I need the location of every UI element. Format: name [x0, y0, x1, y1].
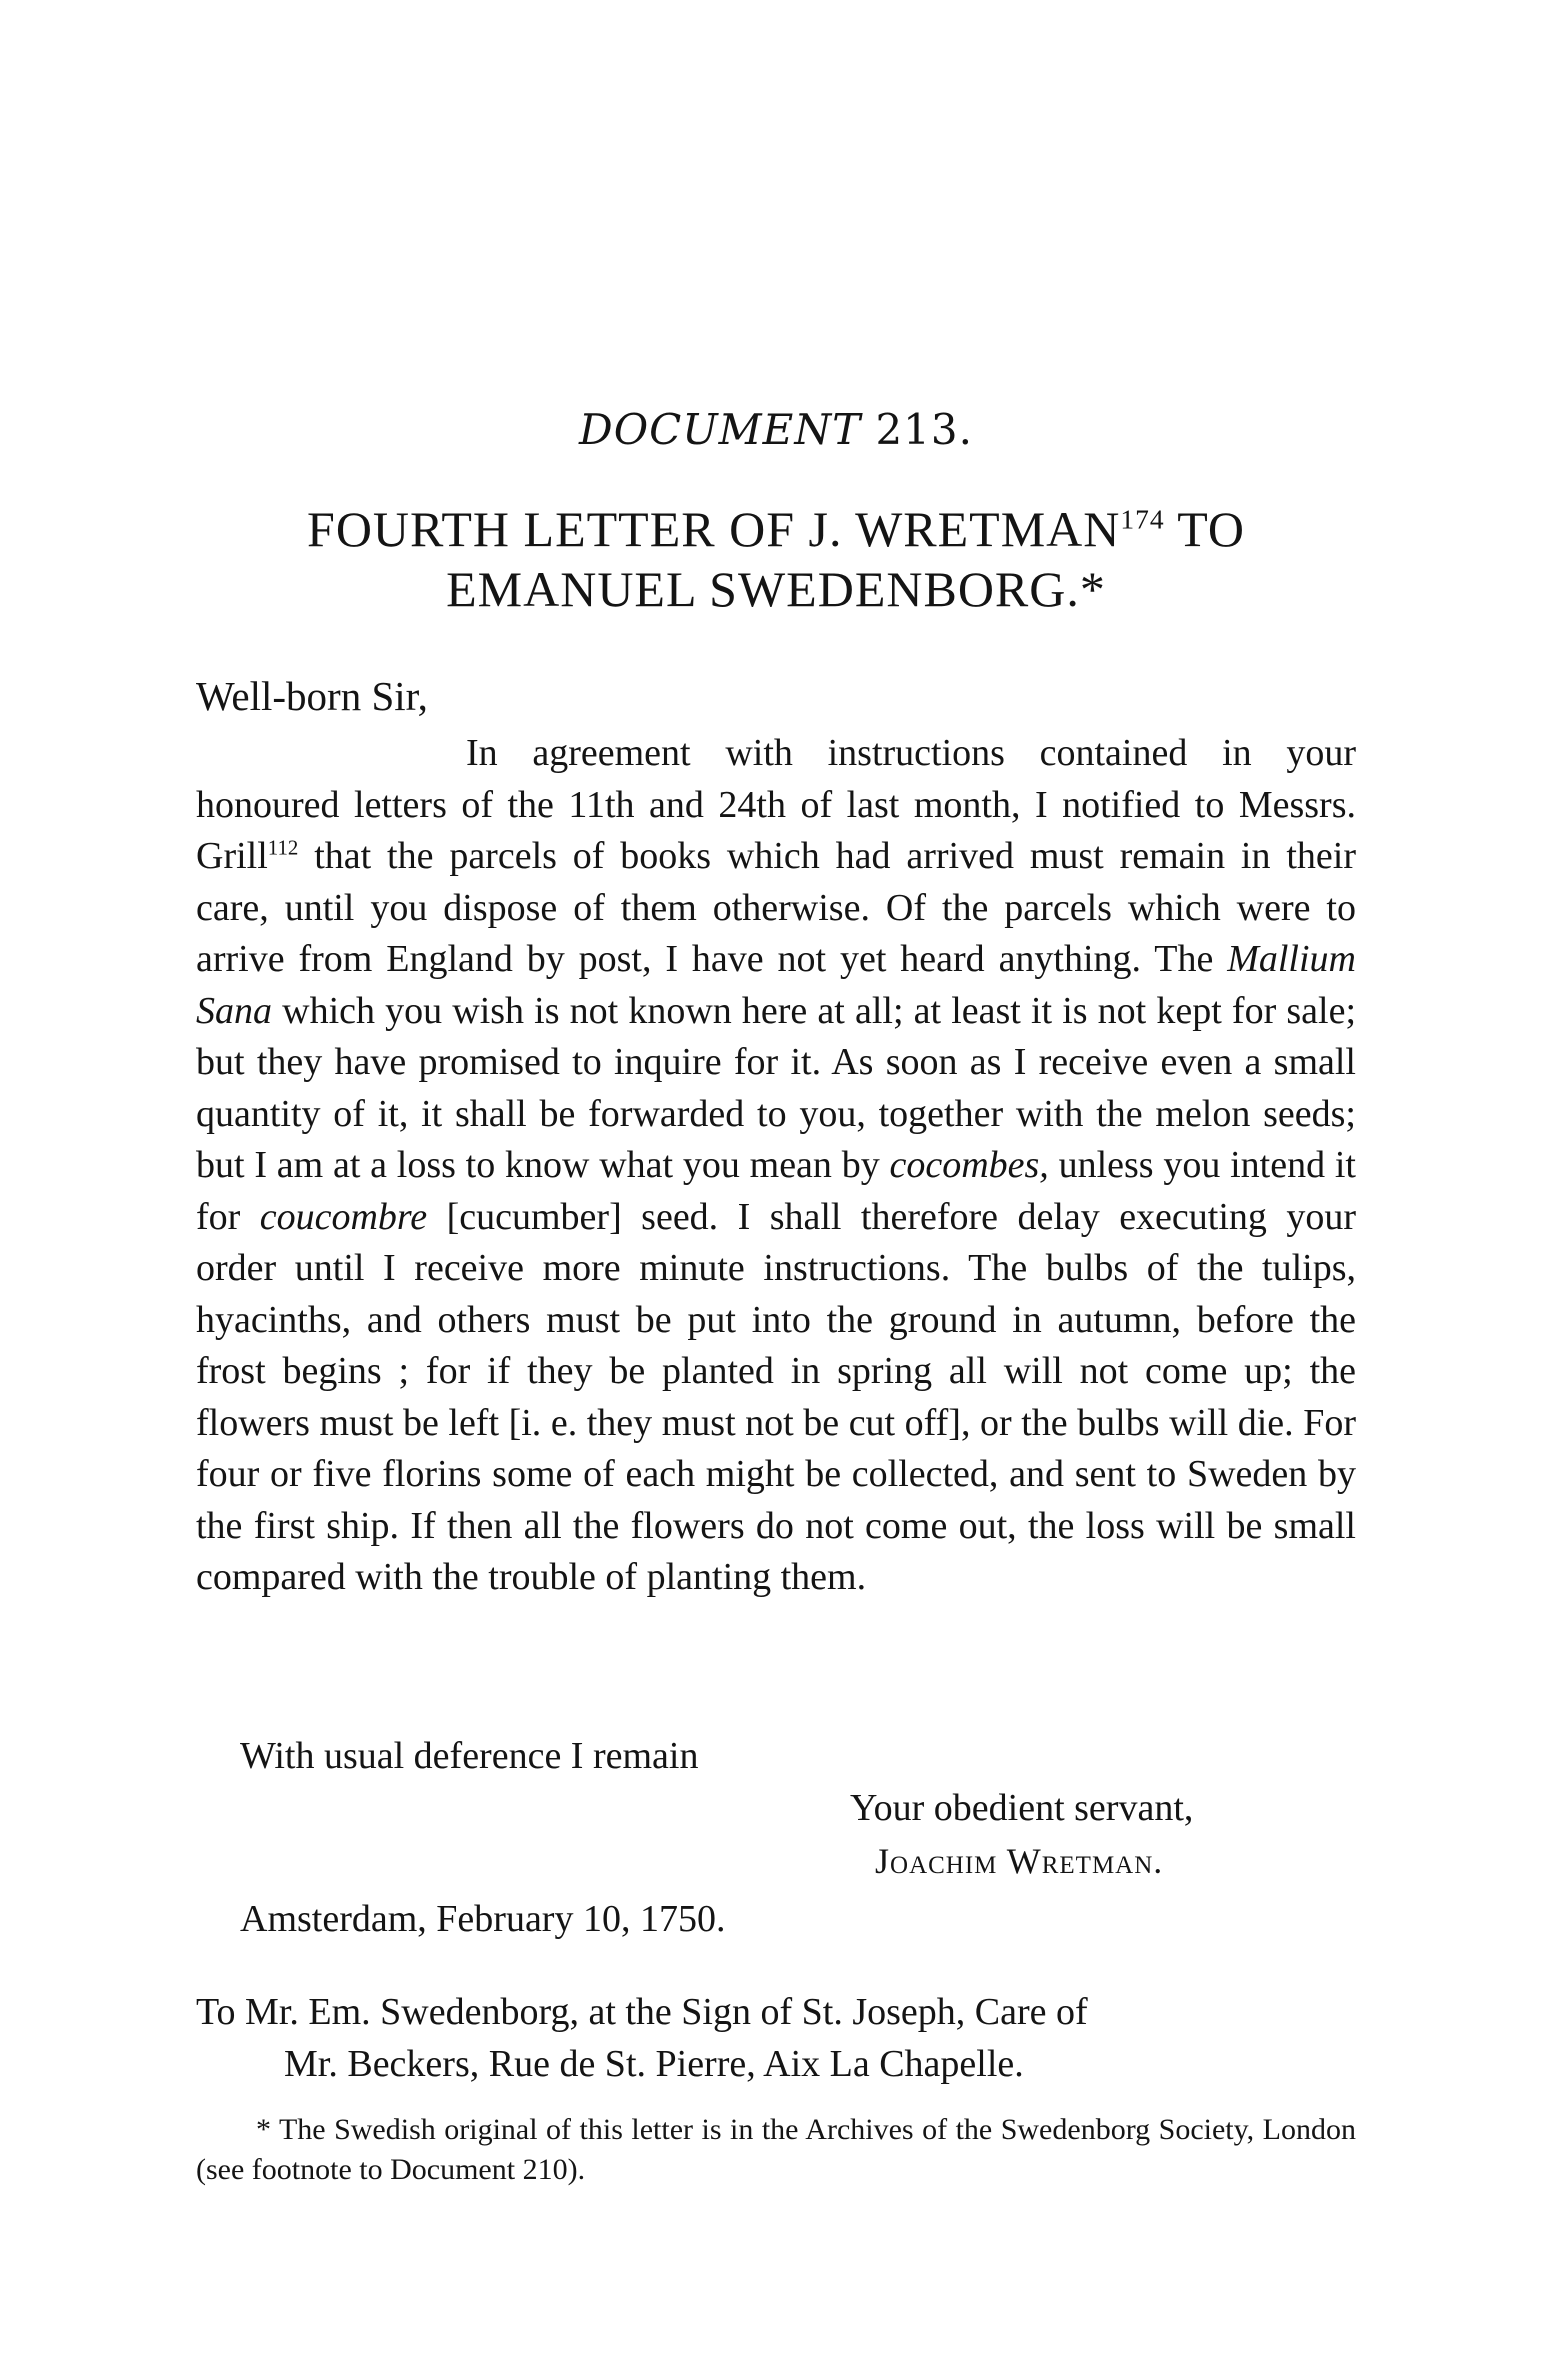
body-italic-coucombre: coucombre — [259, 1195, 428, 1238]
body-part-4: unless you intend it for — [196, 1144, 1356, 1238]
document-number: 213. — [875, 405, 973, 454]
title-footnote-ref: 174 — [1120, 503, 1165, 535]
title-text-b: TO — [1164, 501, 1245, 557]
body-footnote-ref: 112 — [267, 835, 299, 860]
letter-body — [196, 728, 1356, 1604]
letter-title-line-2: EMANUEL SWEDENBORG.* — [446, 561, 1106, 617]
body-italic-cocombes: cocombes, — [889, 1144, 1049, 1186]
document-word: DOCUMENT — [579, 405, 862, 454]
body-part-5: [cucumber] seed. I shall therefore delay executing your order until I receive more minute instructions. The bulbs of the tulips, hyacinths, and others must be put into the ground in autumn, before the frost begins ; for if they be planted in spring all will not come up; the flowers must be left [i. e. they must not be cut off], or the bulbs will die. For four or five florins some of each might be collected, and sent to Sweden by the first ship. If then all the flowers do not come out, the loss will be small compared with the trouble of planting them. — [196, 1195, 1356, 1598]
body-italic-mallium: Mallium Sana — [196, 938, 1356, 1032]
place-and-date: Amsterdam, February 10, 1750. — [240, 1898, 726, 1940]
body-part-3: which you wish is not known here at all; at least it is not kept for sale; but they have promised to inquire for it. As soon as I receive even a small quantity of it, it shall be forwarded to you, together with the melon seeds; but I am at a loss to know what you mean by — [196, 989, 1356, 1186]
address-block — [196, 1986, 1088, 2090]
title-text-a: FOURTH LETTER OF J. WRETMAN — [307, 501, 1121, 557]
document-number-heading — [0, 405, 1552, 454]
signoff-line: Your obedient servant, — [850, 1787, 1194, 1829]
body-part-2: that the parcels of books which had arrived must remain in their care, until you dispose of them otherwise. Of the parcels which were to arrive from England by post, I have not yet heard anything. The — [196, 835, 1356, 980]
address-line-2: Mr. Beckers, Rue de St. Pierre, Aix La Chapelle. — [284, 2043, 1024, 2085]
letter-title-line-1 — [0, 500, 1552, 558]
address-line-1: To Mr. Em. Swedenborg, at the Sign of St. Joseph, Care of — [196, 1991, 1088, 2033]
signature: Joachim Wretman. — [875, 1841, 1164, 1881]
body-part-1: In agreement with instructions contained in your honoured letters of the 11th and 24th of last month, I notified to Messrs. Grill — [196, 732, 1356, 877]
footnote: * The Swedish original of this letter is in the Archives of the Swedenborg Society, London (see footnote to Document 210). — [196, 2113, 1356, 2186]
salutation: Well-born Sir, — [196, 673, 428, 719]
closing-line: With usual deference I remain — [240, 1735, 699, 1777]
